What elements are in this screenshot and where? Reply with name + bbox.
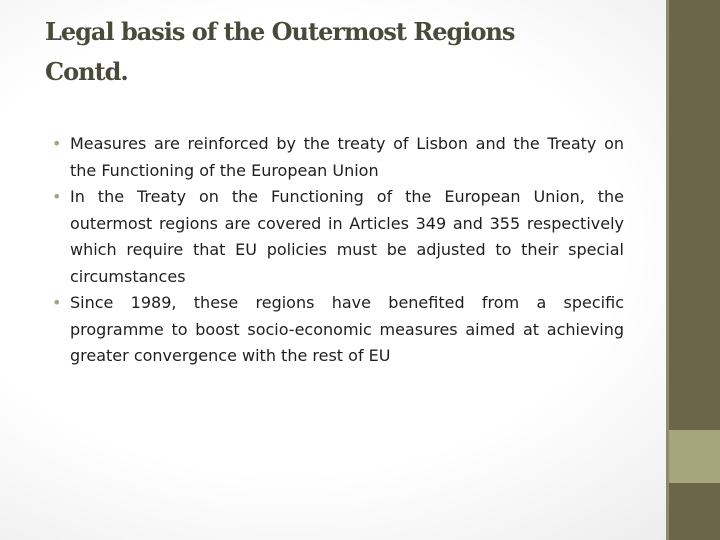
slide-title-line-2: Contd. [45, 57, 128, 86]
bullet-item-3 [52, 290, 624, 370]
bullet-text-3: Since 1989, these regions have benefited from a specific programme to boost socio-economic measures aimed at achieving greater convergence with the rest of EU [70, 293, 624, 365]
bullet-item-2 [52, 184, 624, 290]
side-bar-accent-block [669, 430, 720, 483]
bullet-dot-icon: • [52, 293, 62, 312]
bullet-text-2: In the Treaty on the Functioning of the European Union, the outermost regions are covered in Articles 349 and 355 respectively which require that EU policies must be adjusted to their special circumstances [70, 187, 624, 286]
bullet-dot-icon: • [52, 187, 62, 206]
slide-title-line-1: Legal basis of the Outermost Regions [45, 17, 515, 46]
bullet-list [52, 131, 624, 370]
bullet-dot-icon: • [52, 134, 62, 153]
slide-title [45, 12, 645, 92]
bullet-item-1 [52, 131, 624, 184]
slide-content [52, 131, 624, 370]
bullet-text-1: Measures are reinforced by the treaty of Lisbon and the Treaty on the Functioning of the European Union [70, 134, 624, 180]
